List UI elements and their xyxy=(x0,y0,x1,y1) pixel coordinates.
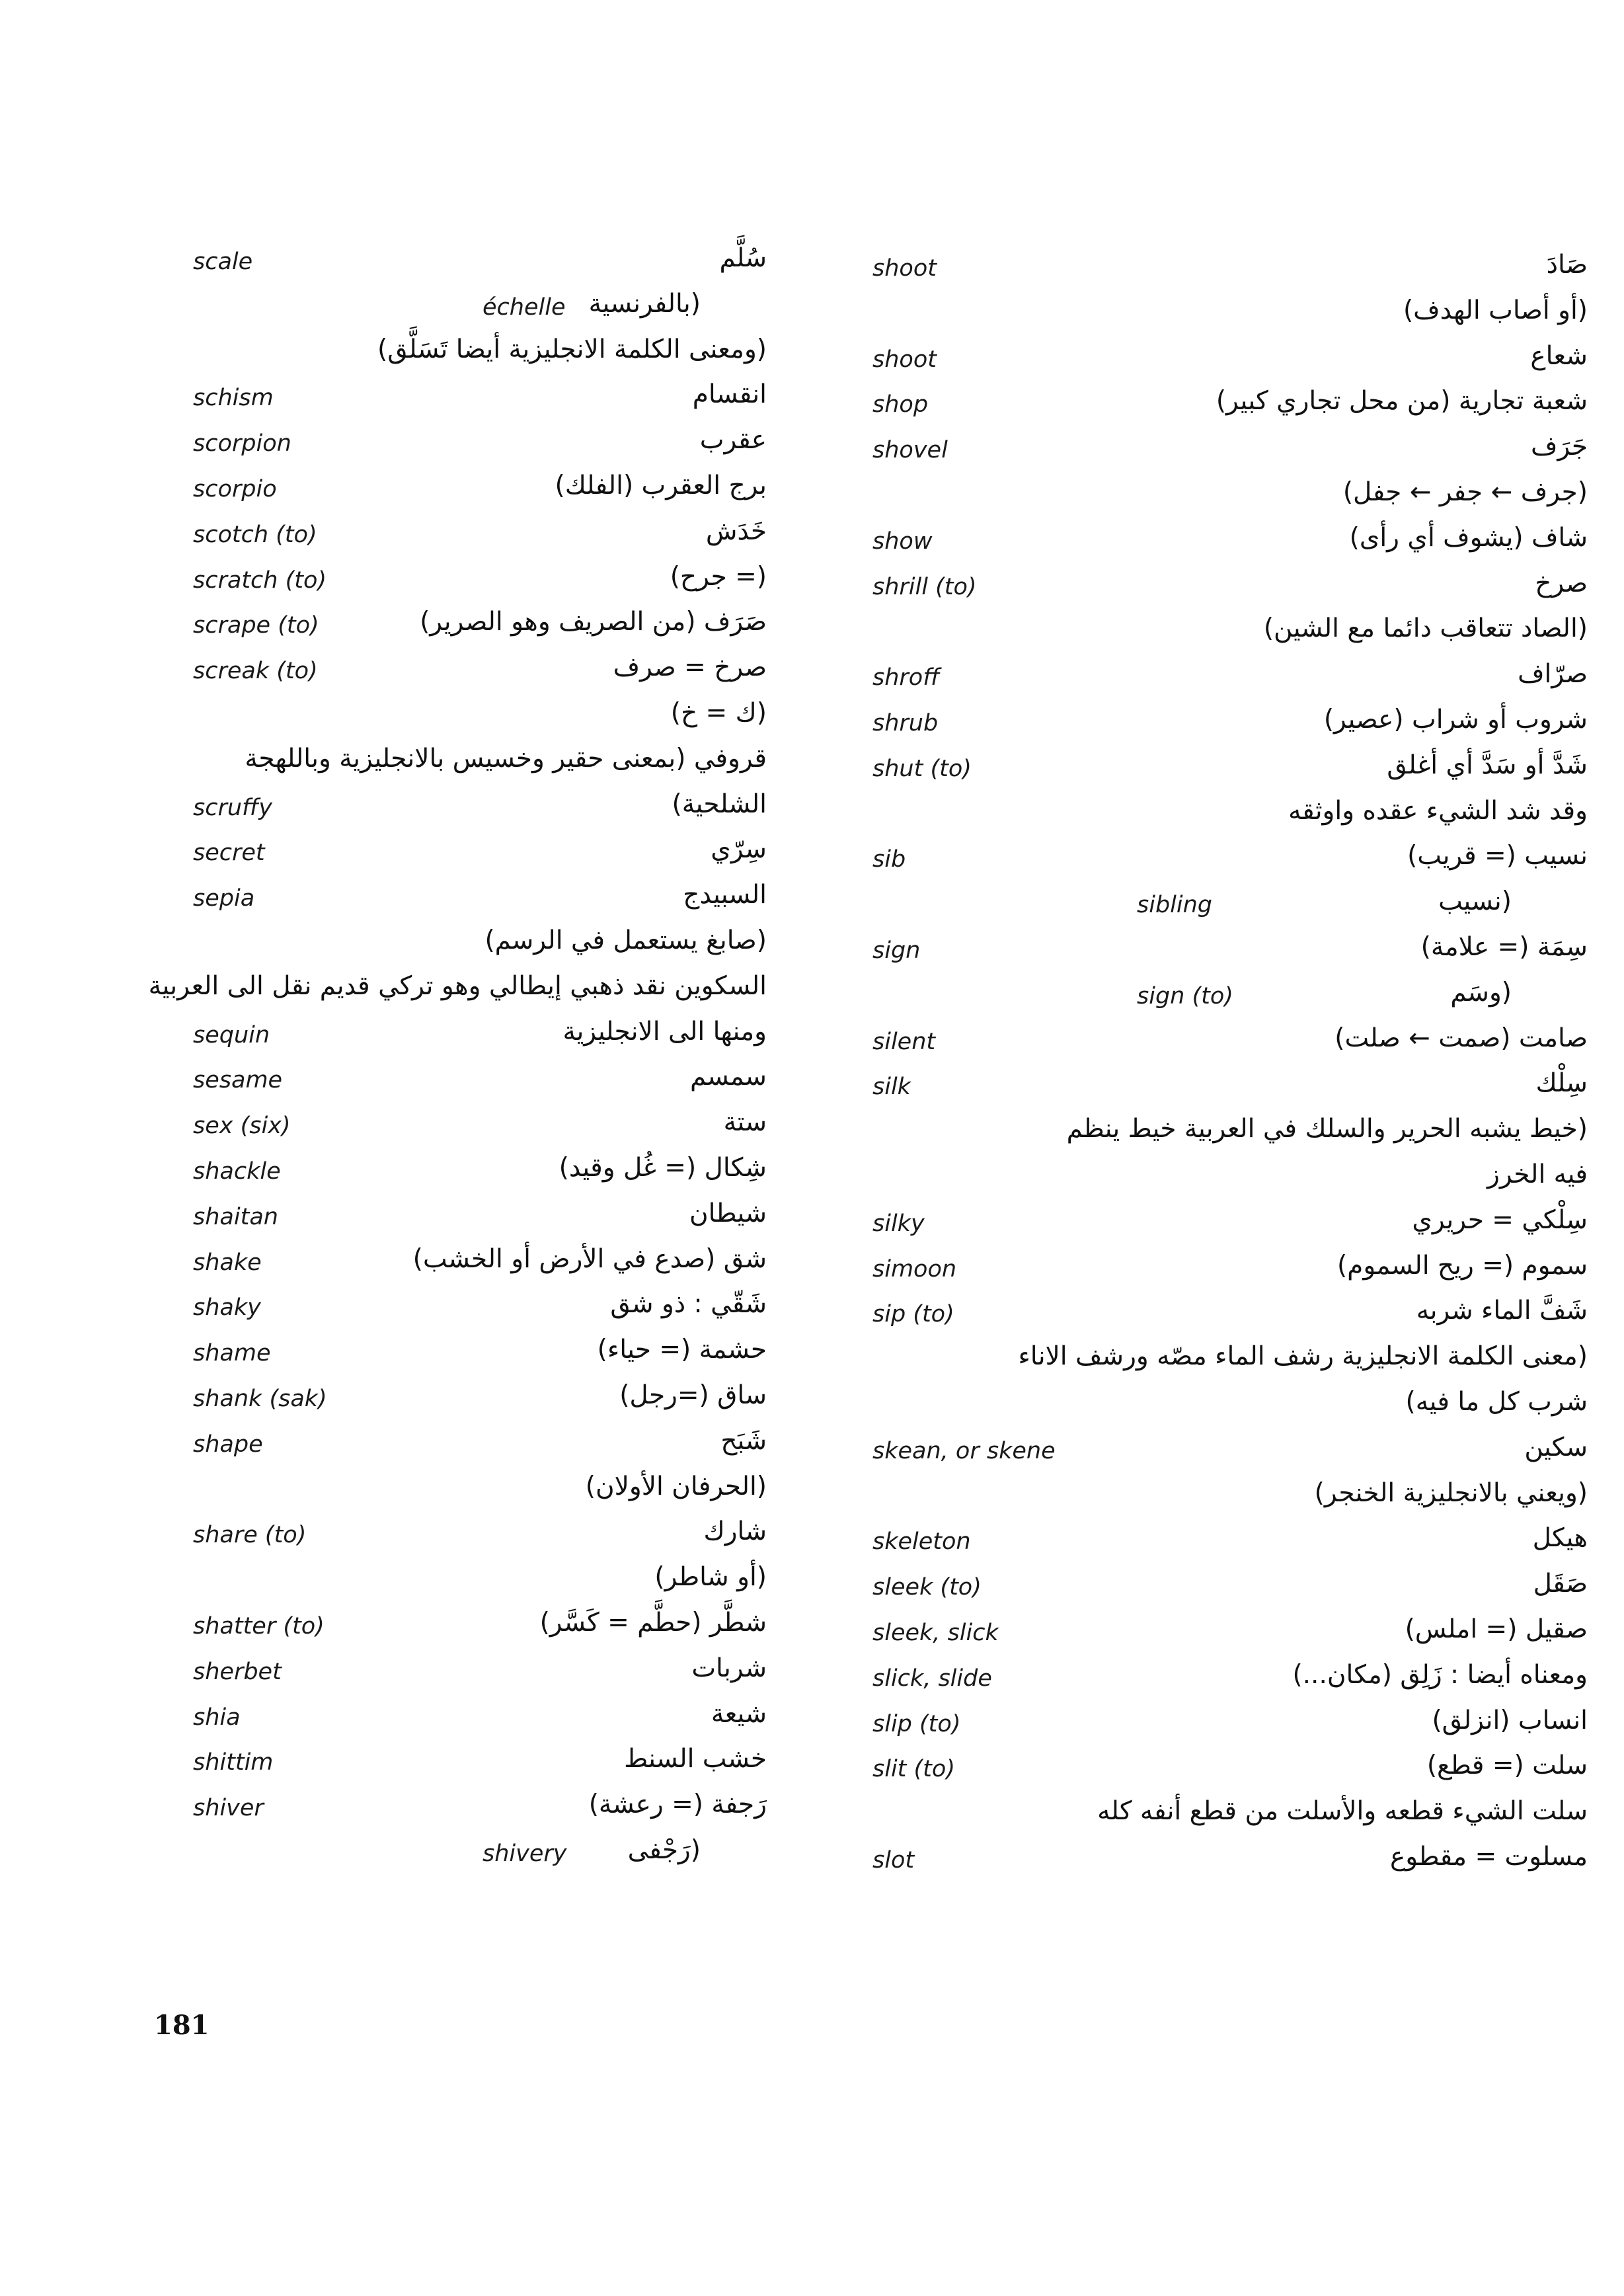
entry-row xyxy=(820,1068,1624,1108)
entry-row xyxy=(820,1296,1624,1335)
english-headword: shake xyxy=(193,1249,262,1276)
arabic-gloss: سُلَّم xyxy=(719,243,767,273)
entry-row xyxy=(820,932,1624,972)
entry-row xyxy=(0,516,820,556)
arabic-gloss: فيه الخرز xyxy=(1487,1160,1588,1189)
arabic-gloss: سِمَة (= علامة) xyxy=(1420,932,1588,962)
arabic-gloss: برج العقرب (الفلك) xyxy=(555,471,767,500)
english-headword: scruffy xyxy=(193,794,273,821)
entry-row xyxy=(0,880,820,920)
arabic-gloss: مسلوت = مقطوع xyxy=(1390,1842,1588,1872)
entry-row xyxy=(0,471,820,510)
entry-row xyxy=(0,1289,820,1329)
entry-row xyxy=(0,1472,820,1511)
english-headword: skean, or skene xyxy=(872,1437,1056,1464)
english-headword: échelle xyxy=(483,294,566,321)
entry-row xyxy=(820,1251,1624,1290)
entry-row xyxy=(0,1153,820,1193)
arabic-gloss: السبيدج xyxy=(683,880,767,910)
entry-row xyxy=(820,296,1624,335)
entry-row xyxy=(0,744,820,783)
entry-row xyxy=(0,789,820,829)
entry-row xyxy=(820,432,1624,471)
arabic-gloss: صرخ xyxy=(1535,568,1588,598)
english-headword: sesame xyxy=(193,1067,283,1094)
english-headword: schism xyxy=(193,385,274,412)
english-headword: slit (to) xyxy=(872,1756,955,1783)
arabic-gloss: شيطان xyxy=(689,1198,767,1228)
entry-row xyxy=(0,379,820,419)
entry-row xyxy=(0,834,820,874)
entry-row xyxy=(820,1478,1624,1518)
english-headword: sib xyxy=(872,846,906,873)
entry-row xyxy=(820,705,1624,744)
entry-row xyxy=(820,1114,1624,1154)
english-headword: shackle xyxy=(193,1158,281,1185)
english-headword: shaky xyxy=(193,1294,261,1322)
arabic-gloss: رَجفة (= رعشة) xyxy=(588,1790,767,1820)
arabic-gloss: (الصاد تتعاقب دائما مع الشين) xyxy=(1263,614,1588,644)
arabic-gloss: سلت (= قطع) xyxy=(1426,1751,1588,1781)
arabic-gloss: (رَجْفى xyxy=(627,1835,701,1865)
english-headword: shut (to) xyxy=(872,755,972,782)
arabic-gloss: شَقّي : ذو شق xyxy=(610,1289,767,1320)
entry-row xyxy=(820,796,1624,836)
english-headword: shoot xyxy=(872,255,937,282)
english-headword: scorpio xyxy=(193,476,277,502)
arabic-gloss: شروب أو شراب (عصير) xyxy=(1323,705,1588,734)
entry-row xyxy=(820,569,1624,608)
arabic-gloss: سِلْكي = حريري xyxy=(1412,1205,1588,1235)
arabic-gloss: صرّاف xyxy=(1518,659,1588,690)
entry-row xyxy=(0,1835,820,1875)
arabic-gloss: سموم (= ريح السموم) xyxy=(1336,1250,1588,1281)
english-headword: scorpion xyxy=(193,430,291,457)
arabic-gloss: عقرب xyxy=(699,425,767,455)
english-headword: slip (to) xyxy=(872,1710,961,1737)
english-headword: show xyxy=(872,528,933,555)
arabic-gloss: سِلْك xyxy=(1535,1068,1588,1099)
english-headword: shank (sak) xyxy=(193,1386,327,1412)
english-headword: shoot xyxy=(872,346,937,373)
arabic-gloss: صرخ = صرف xyxy=(613,653,767,683)
arabic-gloss: خشب السنط xyxy=(624,1744,767,1774)
english-headword: silent xyxy=(872,1028,936,1055)
arabic-gloss: شربات xyxy=(691,1653,767,1683)
entry-row xyxy=(0,1744,820,1784)
english-headword: sibling xyxy=(1137,892,1213,919)
arabic-gloss: (خيط يشبه الحرير والسلك في العربية خيط ينظم xyxy=(1066,1114,1588,1144)
english-headword: sequin xyxy=(193,1021,270,1049)
entry-row xyxy=(0,1790,820,1829)
entry-row xyxy=(0,243,820,283)
arabic-gloss: (بالفرنسية xyxy=(588,288,701,319)
entry-row xyxy=(820,1023,1624,1063)
entry-row xyxy=(0,1426,820,1466)
arabic-gloss: صَرَف (من الصريف وهو الصرير) xyxy=(420,607,767,637)
arabic-gloss: سِرّي xyxy=(711,834,767,865)
arabic-gloss: وقد شد الشيء عقده واوثقه xyxy=(1288,795,1588,826)
entry-row xyxy=(0,1335,820,1374)
entry-row xyxy=(820,1660,1624,1700)
english-headword: skeleton xyxy=(872,1528,971,1556)
entry-row xyxy=(0,1380,820,1420)
english-headword: sex (six) xyxy=(193,1113,291,1140)
english-headword: sleek, slick xyxy=(872,1620,999,1646)
entry-row xyxy=(820,1387,1624,1427)
entry-row xyxy=(820,1842,1624,1881)
entry-row xyxy=(820,1341,1624,1381)
arabic-gloss: (أو أصاب الهدف) xyxy=(1403,295,1588,325)
arabic-gloss: (جرف ← جفر ← جفل) xyxy=(1342,477,1588,507)
entry-row xyxy=(0,607,820,647)
english-headword: scale xyxy=(193,249,253,275)
entry-row xyxy=(0,1699,820,1739)
english-headword: shovel xyxy=(872,437,948,464)
english-headword: shatter (to) xyxy=(193,1613,325,1640)
page-number: 181 xyxy=(154,2010,210,2041)
english-headword: scrape (to) xyxy=(193,612,319,639)
entry-row xyxy=(820,750,1624,790)
entry-row xyxy=(0,425,820,465)
arabic-gloss: خَدَش xyxy=(705,516,767,546)
english-headword: slick, slide xyxy=(872,1665,992,1692)
entry-row xyxy=(820,1569,1624,1608)
entry-row xyxy=(0,698,820,738)
entry-row xyxy=(820,978,1624,1017)
entry-row xyxy=(0,971,820,1011)
english-headword: share (to) xyxy=(193,1522,307,1549)
arabic-gloss: (معنى الكلمة الانجليزية رشف الماء مصّه ورشف الاناء xyxy=(1018,1341,1588,1372)
entry-row xyxy=(0,653,820,692)
english-headword: shop xyxy=(872,391,929,418)
entry-row xyxy=(820,477,1624,517)
entry-row xyxy=(820,523,1624,563)
arabic-gloss: حشمة (= حياء) xyxy=(597,1335,767,1365)
entry-row xyxy=(820,1523,1624,1563)
arabic-gloss: (ومعنى الكلمة الانجليزية أيضا تَسَلَّق) xyxy=(377,334,767,364)
english-headword: shroff xyxy=(872,664,940,692)
entry-row xyxy=(0,1517,820,1556)
entry-row xyxy=(0,1653,820,1693)
arabic-gloss: (وسَم xyxy=(1450,977,1512,1008)
arabic-gloss: (ك = خ) xyxy=(670,698,767,728)
arabic-gloss: شعبة تجارية (من محل تجاري كبير) xyxy=(1216,386,1588,416)
arabic-gloss: (صابغ يستعمل في الرسم) xyxy=(484,926,767,955)
arabic-gloss: شَبَح xyxy=(720,1425,767,1456)
entry-row xyxy=(820,386,1624,426)
arabic-gloss: شَفَّ الماء شربه xyxy=(1416,1296,1588,1326)
arabic-gloss: شارك xyxy=(703,1517,767,1547)
arabic-gloss: ساق (=رجل) xyxy=(619,1380,767,1410)
right-column xyxy=(820,0,1624,2296)
arabic-gloss: صَقَل xyxy=(1533,1569,1588,1599)
english-headword: silky xyxy=(872,1210,925,1237)
arabic-gloss: صامت (صمت ← صلت) xyxy=(1334,1023,1588,1053)
entry-row xyxy=(820,659,1624,699)
entry-row xyxy=(0,1199,820,1238)
arabic-gloss: سلت الشيء قطعه والأسلت من قطع أنفه كله xyxy=(1097,1796,1588,1827)
arabic-gloss: ومعناه أيضا : زَلِق (مكان...) xyxy=(1292,1659,1588,1690)
entry-row xyxy=(0,562,820,602)
entry-row xyxy=(820,1706,1624,1745)
english-headword: sign xyxy=(872,937,921,964)
english-headword: simoon xyxy=(872,1255,957,1283)
entry-row xyxy=(820,887,1624,926)
english-headword: sip (to) xyxy=(872,1301,954,1328)
entry-row xyxy=(820,250,1624,290)
arabic-gloss: هيكل xyxy=(1532,1523,1588,1554)
arabic-gloss: الشلحية) xyxy=(672,789,767,819)
entry-row xyxy=(0,1608,820,1647)
english-headword: shame xyxy=(193,1340,271,1367)
arabic-gloss: انقسام xyxy=(692,379,767,410)
entry-row xyxy=(820,1614,1624,1654)
arabic-gloss: صقيل (= املس) xyxy=(1405,1614,1588,1644)
english-headword: shaitan xyxy=(193,1203,278,1230)
english-headword: sepia xyxy=(193,885,255,912)
entry-row xyxy=(820,1160,1624,1199)
english-headword: shivery xyxy=(483,1841,567,1867)
arabic-gloss: شَدَّ أو سَدَّ أي أغلق xyxy=(1387,750,1588,780)
entry-row xyxy=(820,1796,1624,1836)
arabic-gloss: سكين xyxy=(1524,1432,1588,1462)
arabic-gloss: جَرَف xyxy=(1530,432,1588,462)
entry-row xyxy=(820,1205,1624,1245)
entry-row xyxy=(820,341,1624,381)
english-headword: shape xyxy=(193,1431,263,1458)
arabic-gloss: شق (صدع في الأرض أو الخشب) xyxy=(412,1244,767,1274)
entry-row xyxy=(820,614,1624,653)
entry-row xyxy=(820,1433,1624,1472)
arabic-gloss: ومنها الى الانجليزية xyxy=(562,1016,767,1047)
arabic-gloss: صَادَ xyxy=(1546,250,1588,280)
arabic-gloss: شعاع xyxy=(1530,340,1588,371)
english-headword: slot xyxy=(872,1847,915,1874)
english-headword: secret xyxy=(193,840,265,867)
entry-row xyxy=(0,1244,820,1284)
english-headword: silk xyxy=(872,1074,911,1101)
arabic-gloss: سمسم xyxy=(690,1062,767,1092)
arabic-gloss: (= جرح) xyxy=(670,561,767,592)
entry-row xyxy=(0,1017,820,1056)
arabic-gloss: شرب كل ما فيه) xyxy=(1405,1387,1588,1417)
arabic-gloss: شاف (يشوف أي رأى) xyxy=(1349,522,1588,553)
arabic-gloss: (أو شاطر) xyxy=(654,1562,767,1593)
english-headword: scratch (to) xyxy=(193,567,327,594)
arabic-gloss: انساب (انزلق) xyxy=(1432,1705,1588,1735)
english-headword: shittim xyxy=(193,1749,274,1776)
english-headword: sleek (to) xyxy=(872,1574,982,1601)
entry-row xyxy=(820,1751,1624,1790)
entry-row xyxy=(0,926,820,965)
english-headword: shrill (to) xyxy=(872,573,977,600)
arabic-gloss: شطَّر (حطَّم = كَسَّر) xyxy=(539,1608,767,1638)
entry-row xyxy=(0,1562,820,1602)
arabic-gloss: قروفي (بمعنى حقير وخسيس بالانجليزية وباللهجة xyxy=(245,743,767,773)
english-headword: shiver xyxy=(193,1795,264,1822)
arabic-gloss: شِكال (= غُل وقيد) xyxy=(559,1153,767,1183)
entry-row xyxy=(0,289,820,329)
entry-row xyxy=(820,841,1624,881)
entry-row xyxy=(0,1107,820,1147)
entry-row xyxy=(0,1062,820,1101)
entry-row xyxy=(0,335,820,374)
english-headword: shia xyxy=(193,1704,241,1731)
english-headword: shrub xyxy=(872,710,939,736)
arabic-gloss: (الحرفان الأولان) xyxy=(585,1471,767,1501)
arabic-gloss: (ويعني بالانجليزية الخنجر) xyxy=(1314,1478,1588,1508)
english-headword: sherbet xyxy=(193,1658,282,1685)
arabic-gloss: ستة xyxy=(723,1107,767,1138)
english-headword: scotch (to) xyxy=(193,521,317,548)
arabic-gloss: السكوين نقد ذهبي إيطالي وهو تركي قديم نقل الى العربية xyxy=(148,970,767,1001)
english-headword: sign (to) xyxy=(1137,982,1233,1009)
arabic-gloss: نسيب (= قريب) xyxy=(1407,841,1588,871)
arabic-gloss: شيعة xyxy=(711,1698,767,1729)
english-headword: screak (to) xyxy=(193,658,318,685)
arabic-gloss: (نسيب xyxy=(1438,887,1512,917)
